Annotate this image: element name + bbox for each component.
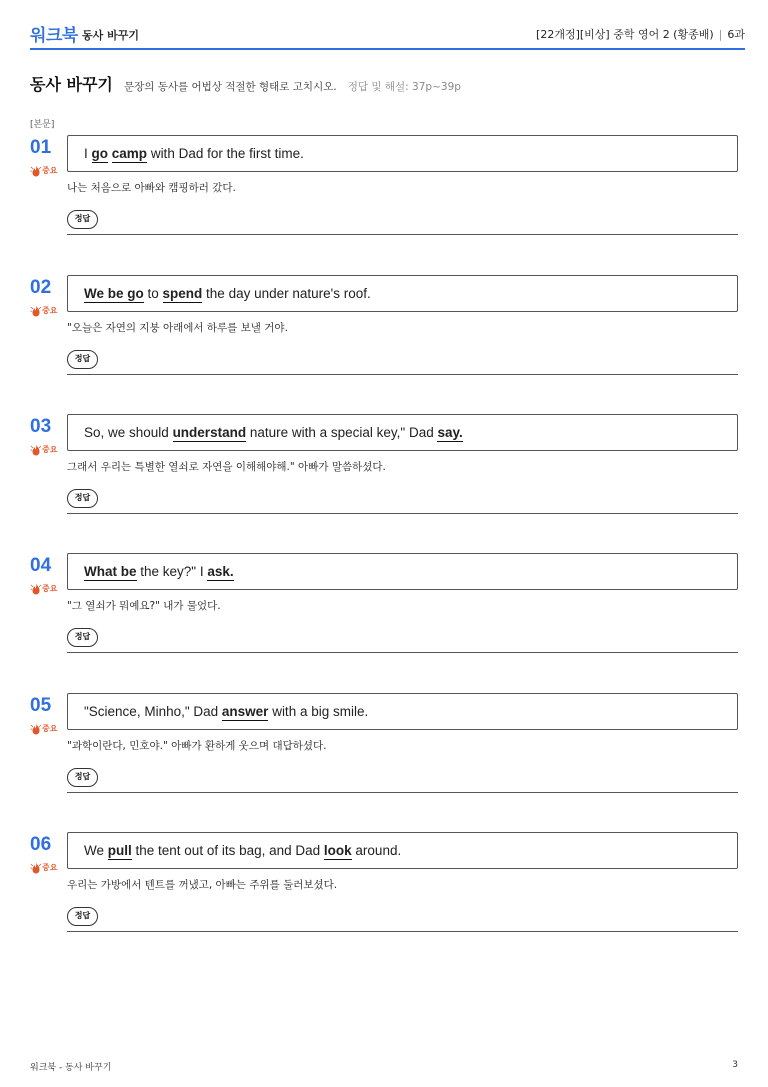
- sentence-text: with Dad for the first time.: [147, 146, 304, 161]
- answer-button[interactable]: 정답: [67, 907, 98, 926]
- section-label: [본문]: [30, 120, 55, 130]
- sentence-box: [67, 553, 738, 590]
- importance-label: 중요: [42, 584, 58, 593]
- verb-to-change: camp: [111, 146, 148, 161]
- sentence-text: the day under nature's roof.: [202, 286, 371, 301]
- page-number: 3: [732, 1060, 738, 1070]
- answer-line[interactable]: [67, 374, 738, 375]
- question-item: [30, 693, 740, 803]
- sentence-text: with a big smile.: [268, 704, 369, 719]
- fire-icon: [30, 165, 42, 177]
- importance-badge: [30, 165, 57, 177]
- question-number: 04: [30, 555, 52, 576]
- question-item: [30, 414, 740, 524]
- sentence-box: [67, 832, 738, 869]
- importance-badge: [30, 305, 57, 317]
- lesson-number: 6과: [727, 28, 745, 41]
- verb-to-change: ask.: [207, 564, 234, 579]
- sentence-box: [67, 414, 738, 451]
- course-name: [22개정][비상] 중학 영어 2 (황종배): [536, 28, 714, 41]
- translation-text: 우리는 가방에서 텐트를 꺼냈고, 아빠는 주위를 둘러보셨다.: [67, 879, 338, 891]
- verb-to-change: go: [91, 146, 109, 161]
- brand-title: 워크북: [30, 26, 78, 46]
- translation-text: 나는 처음으로 아빠와 캠핑하러 갔다.: [67, 182, 236, 194]
- translation-text: "그 열쇠가 뭐예요?" 내가 물었다.: [67, 600, 221, 612]
- importance-badge: [30, 444, 57, 456]
- sentence-box: [67, 693, 738, 730]
- sentence-box: [67, 135, 738, 172]
- fire-icon: [30, 723, 42, 735]
- sentence-text: around.: [351, 843, 402, 858]
- brand-subtitle: 동사 바꾸기: [82, 29, 139, 42]
- importance-badge: [30, 583, 57, 595]
- answer-reference: 정답 및 해설: 37p~39p: [347, 81, 461, 93]
- importance-label: 중요: [42, 863, 58, 872]
- title-row: [30, 72, 745, 96]
- answer-button[interactable]: 정답: [67, 489, 98, 508]
- answer-button[interactable]: 정답: [67, 210, 98, 229]
- importance-label: 중요: [42, 166, 58, 175]
- course-info: [536, 26, 745, 42]
- sentence-text: "Science, Minho," Dad: [84, 704, 222, 719]
- importance-label: 중요: [42, 445, 58, 454]
- verb-to-change: spend: [162, 286, 203, 301]
- importance-label: 중요: [42, 724, 58, 733]
- sentence-text: nature with a special key," Dad: [246, 425, 438, 440]
- importance-badge: [30, 862, 57, 874]
- answer-button[interactable]: 정답: [67, 628, 98, 647]
- header-separator: |: [718, 28, 723, 41]
- answer-line[interactable]: [67, 234, 738, 235]
- page-title: 동사 바꾸기: [30, 75, 113, 94]
- question-item: [30, 553, 740, 663]
- sentence-box: [67, 275, 738, 312]
- verb-to-change: We be go: [84, 286, 144, 301]
- answer-button[interactable]: 정답: [67, 350, 98, 369]
- question-number: 01: [30, 137, 52, 158]
- importance-badge: [30, 723, 57, 735]
- instruction-text: 문장의 동사를 어법상 적절한 형태로 고치시오.: [123, 81, 337, 93]
- question-number: 05: [30, 695, 52, 716]
- sentence-text: the key?" I: [136, 564, 208, 579]
- page-header: [30, 0, 745, 50]
- question-number: 03: [30, 416, 52, 437]
- question-number: 02: [30, 277, 52, 298]
- question-number: 06: [30, 834, 52, 855]
- translation-text: "오늘은 자연의 지붕 아래에서 하루를 보낼 거야.: [67, 322, 288, 334]
- question-item: [30, 135, 740, 245]
- sentence-text: So, we should: [84, 425, 173, 440]
- fire-icon: [30, 444, 42, 456]
- verb-to-change: look: [323, 843, 352, 858]
- verb-to-change: pull: [107, 843, 132, 858]
- sentence-text: I: [84, 146, 92, 161]
- verb-to-change: understand: [172, 425, 247, 440]
- verb-to-change: say.: [437, 425, 463, 440]
- answer-line[interactable]: [67, 652, 738, 653]
- verb-to-change: answer: [221, 704, 269, 719]
- importance-label: 중요: [42, 306, 58, 315]
- question-item: [30, 275, 740, 385]
- fire-icon: [30, 862, 42, 874]
- translation-text: 그래서 우리는 특별한 열쇠로 자연을 이해해야해." 아빠가 말씀하셨다.: [67, 461, 386, 473]
- translation-text: "과학이란다, 민호야." 아빠가 환하게 웃으며 대답하셨다.: [67, 740, 327, 752]
- answer-line[interactable]: [67, 931, 738, 932]
- answer-line[interactable]: [67, 792, 738, 793]
- sentence-text: to: [143, 286, 163, 301]
- sentence-text: the tent out of its bag, and Dad: [131, 843, 324, 858]
- fire-icon: [30, 305, 42, 317]
- fire-icon: [30, 583, 42, 595]
- answer-line[interactable]: [67, 513, 738, 514]
- sentence-text: We: [84, 843, 108, 858]
- question-item: [30, 832, 740, 942]
- verb-to-change: What be: [84, 564, 137, 579]
- footer-title: 워크북 - 동사 바꾸기: [30, 1063, 112, 1073]
- answer-button[interactable]: 정답: [67, 768, 98, 787]
